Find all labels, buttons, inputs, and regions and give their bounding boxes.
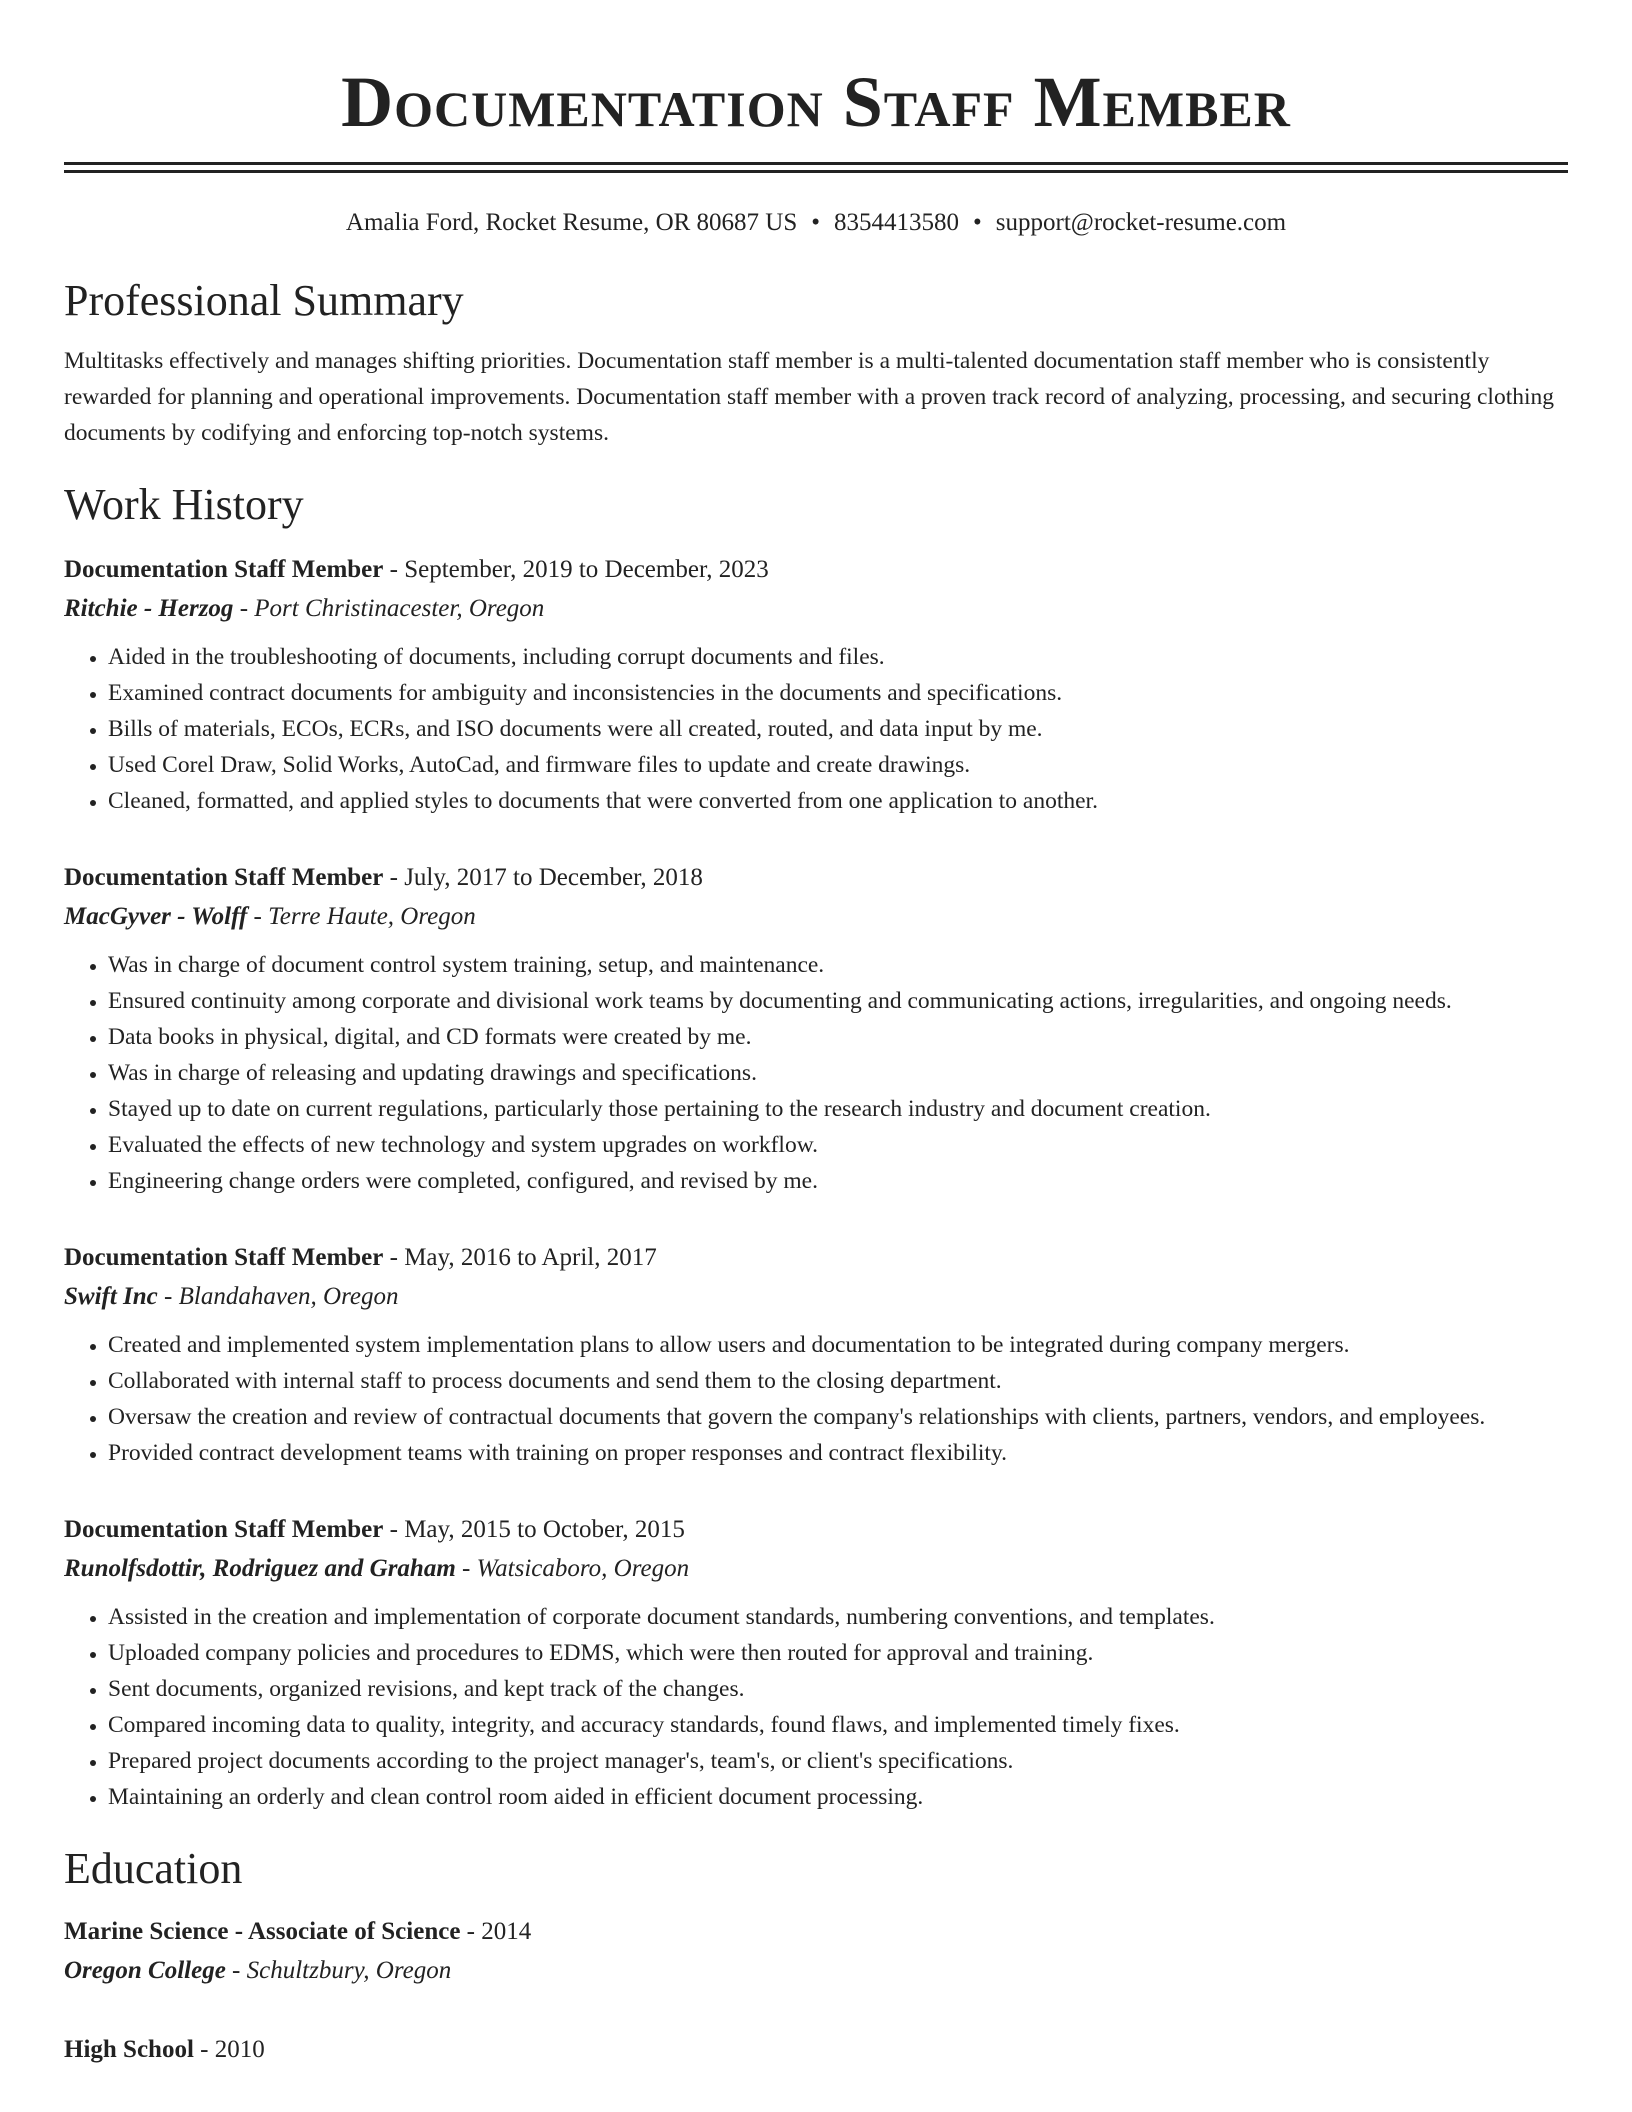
list-item: • Data books in physical, digital, and CD formats were created by me. <box>108 1019 1568 1055</box>
job-title-line <box>64 1511 1568 1549</box>
job-role: Documentation Staff Member <box>64 556 384 583</box>
list-item: • Used Corel Draw, Solid Works, AutoCad, and firmware files to update and create drawings. <box>108 747 1568 783</box>
list-item: • Sent documents, organized revisions, and kept track of the changes. <box>108 1671 1568 1707</box>
contact-email: support@rocket-resume.com <box>995 209 1287 236</box>
job-role: Documentation Staff Member <box>64 1244 384 1271</box>
separator-dot: • <box>811 209 821 236</box>
job-company: Runolfsdottir, Rodriguez and Graham <box>64 1555 456 1582</box>
list-item: • Cleaned, formatted, and applied styles to documents that were converted from one application to another. <box>108 783 1568 819</box>
education-year: - 2010 <box>193 2036 265 2063</box>
job-location: - Watsicaboro, Oregon <box>455 1555 690 1582</box>
job-title-line <box>64 551 1568 589</box>
job-company-line <box>64 897 1568 937</box>
list-item: • Uploaded company policies and procedures to EDMS, which were then routed for approval and training. <box>108 1635 1568 1671</box>
job-entry <box>64 859 1568 1199</box>
job-title-line <box>64 859 1568 897</box>
job-location: - Port Christinacester, Oregon <box>233 595 545 622</box>
job-bullets <box>64 1599 1568 1815</box>
list-item: • Stayed up to date on current regulations, particularly those pertaining to the research industry and document creation. <box>108 1091 1568 1127</box>
education-degree-line <box>64 2031 1568 2069</box>
job-company: Swift Inc <box>64 1283 158 1310</box>
education-degree: High School <box>64 2036 194 2063</box>
list-item: • Evaluated the effects of new technology and system upgrades on workflow. <box>108 1127 1568 1163</box>
education-school-line <box>64 1951 1568 1991</box>
job-dates: - May, 2015 to October, 2015 <box>383 1516 685 1543</box>
contact-line <box>64 207 1568 239</box>
education-degree: Marine Science - Associate of Science <box>64 1918 461 1945</box>
list-item: • Aided in the troubleshooting of documents, including corrupt documents and files. <box>108 639 1568 675</box>
job-company: MacGyver - Wolff <box>64 903 248 930</box>
list-item: • Examined contract documents for ambiguity and inconsistencies in the documents and specifications. <box>108 675 1568 711</box>
job-role: Documentation Staff Member <box>64 864 384 891</box>
contact-address: Amalia Ford, Rocket Resume, OR 80687 US <box>345 209 798 236</box>
page-title: Documentation Staff Member <box>341 62 1291 142</box>
job-dates: - May, 2016 to April, 2017 <box>383 1244 657 1271</box>
list-item: • Oversaw the creation and review of contractual documents that govern the company's relationships with clients, partners, vendors, and employees. <box>108 1399 1568 1435</box>
list-item: • Collaborated with internal staff to process documents and send them to the closing department. <box>108 1363 1568 1399</box>
list-item: • Assisted in the creation and implementation of corporate document standards, numbering conventions, and templates. <box>108 1599 1568 1635</box>
education-year: - 2014 <box>460 1918 532 1945</box>
job-company-line <box>64 1277 1568 1317</box>
job-location: - Terre Haute, Oregon <box>247 903 476 930</box>
job-location: - Blandahaven, Oregon <box>157 1283 399 1310</box>
list-item: • Provided contract development teams with training on proper responses and contract flexibility. <box>108 1435 1568 1471</box>
title-double-rule <box>64 162 1568 173</box>
work-history-heading: Work History <box>64 480 304 529</box>
education-heading: Education <box>64 1844 243 1893</box>
job-bullets <box>64 1327 1568 1471</box>
job-entry <box>64 1239 1568 1471</box>
job-company-line <box>64 589 1568 629</box>
summary-heading: Professional Summary <box>64 276 464 325</box>
job-role: Documentation Staff Member <box>64 1516 384 1543</box>
list-item: • Bills of materials, ECOs, ECRs, and ISO documents were all created, routed, and data input by me. <box>108 711 1568 747</box>
education-location: - Schultzbury, Oregon <box>225 1957 452 1984</box>
list-item: • Was in charge of releasing and updating drawings and specifications. <box>108 1055 1568 1091</box>
job-dates: - July, 2017 to December, 2018 <box>383 864 703 891</box>
list-item: • Ensured continuity among corporate and divisional work teams by documenting and communicating actions, irregularities, and ongoing needs. <box>108 983 1568 1019</box>
list-item: • Maintaining an orderly and clean control room aided in efficient document processing. <box>108 1779 1568 1815</box>
job-bullets <box>64 947 1568 1199</box>
education-school: Oregon College <box>64 1957 226 1984</box>
education-degree-line <box>64 1913 1568 1951</box>
list-item: • Engineering change orders were completed, configured, and revised by me. <box>108 1163 1568 1199</box>
contact-phone: 8354413580 <box>834 209 960 236</box>
list-item: • Prepared project documents according to the project manager's, team's, or client's specifications. <box>108 1743 1568 1779</box>
job-dates: - September, 2019 to December, 2023 <box>383 556 769 583</box>
job-bullets <box>64 639 1568 819</box>
job-company: Ritchie - Herzog <box>64 595 234 622</box>
summary-text: Multitasks effectively and manages shifting priorities. Documentation staff member is a multi-talented documentation staff member who is consistently rewarded for planning and operational improvements. Documentation staff member with a proven track record of analyzing, processing, and securing clothing documents by codifying and enforcing top-notch systems. <box>64 348 1555 446</box>
job-company-line <box>64 1549 1568 1589</box>
separator-dot: • <box>973 209 982 236</box>
education-entry <box>64 2031 1568 2069</box>
list-item: • Was in charge of document control system training, setup, and maintenance. <box>108 947 1568 983</box>
job-title-line <box>64 1239 1568 1277</box>
list-item: • Compared incoming data to quality, integrity, and accuracy standards, found flaws, and implemented timely fixes. <box>108 1707 1568 1743</box>
education-entry <box>64 1913 1568 1991</box>
list-item: • Created and implemented system implementation plans to allow users and documentation to be integrated during company mergers. <box>108 1327 1568 1363</box>
job-entry <box>64 551 1568 819</box>
job-entry <box>64 1511 1568 1815</box>
